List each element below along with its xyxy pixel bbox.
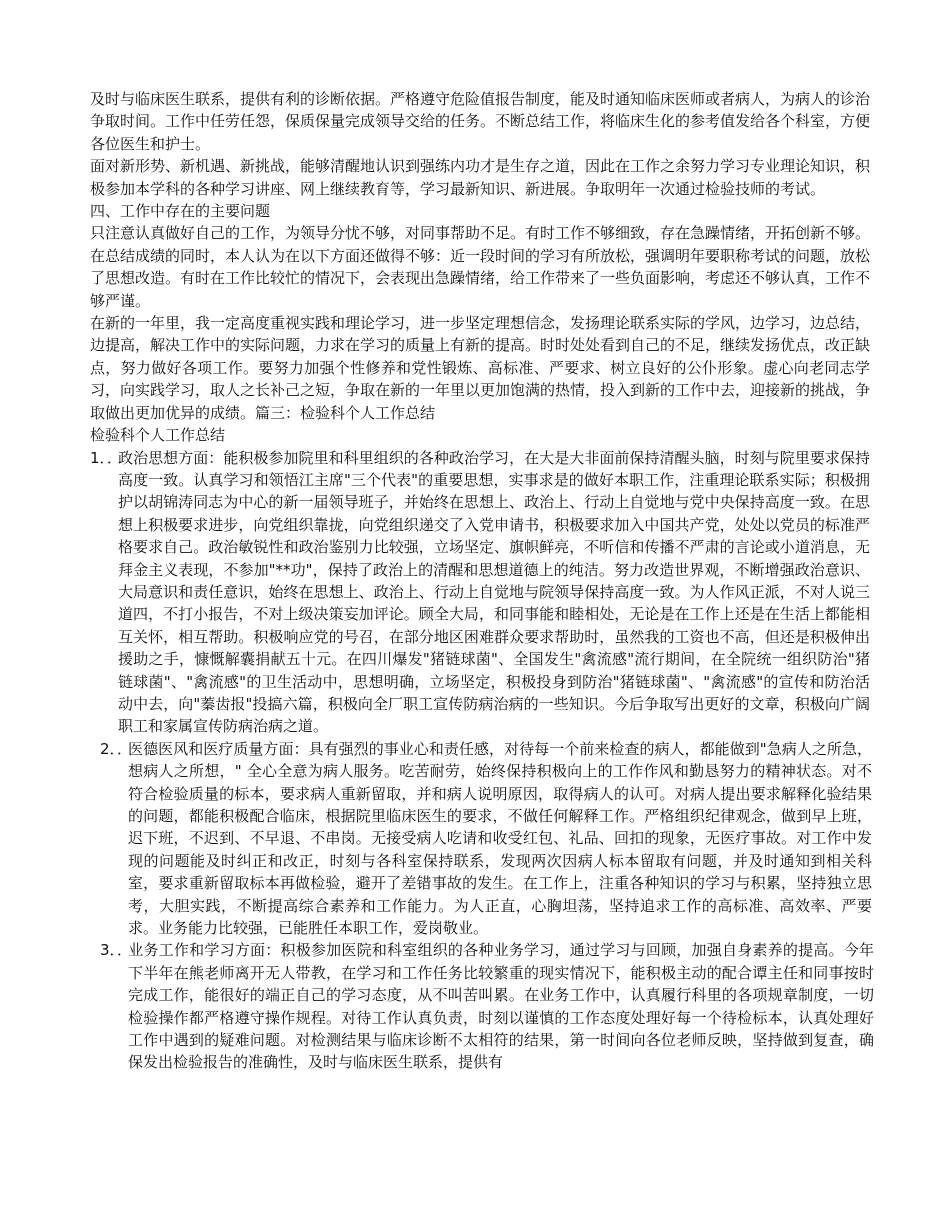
list-item-number: 2．．	[100, 739, 133, 758]
list-item-politics	[90, 447, 870, 738]
paragraph-problems: 只注意认真做好自己的工作，为领导分忧不够，对同事帮助不足。有时工作不够细致，存在急躁情绪，开拓创新不够。在总结成绩的同时，本人认为在以下方面还做得不够：近一段时间的学习有所放松，强调明年要职称考试的问题，放松了思想改造。有时在工作比较忙的情况下，会表现出急躁情绪，给工作带来了一些负面影响，考虑还不够认真，工作不够严谨。	[90, 224, 871, 310]
list-item-medical-ethics	[90, 738, 872, 940]
paragraph-diagnosis-reporting: 及时与临床医生联系，提供有利的诊断依据。严格遵守危险值报告制度，能及时通知临床医师或者病人，为病人的诊治争取时间。工作中任劳任怨，保质保量完成领导交给的任务。不断总结工作，将临床生化的参考值发给各个科室，方便各位医生和护士。	[90, 90, 871, 153]
list-item-work-study	[90, 939, 874, 1073]
list-item-text: 业务工作和学习方面：积极参加医院和科室组织的各种业务学习，通过学习与回顾，加强自身素养的提高。今年下半年在熊老师离开无人带教，在学习和工作任务比较繁重的现实情况下，能积极主动的配合谭主任和同事按时完成工作，能很好的端正自己的学习态度，从不叫苦叫累。在业务工作中，认真履行科里的各项规章制度，一切检验操作都严格遵守操作规程。对待工作认真负责，时刻以谨慎的工作态度处理好每一个待检标本，认真处理好工作中遇到的疑难问题。对检测结果与临床诊断不太相符的结果，第一时间向各位老师反映，坚持做到复查，确保发出检验报告的准确性，及时与临床医生联系，提供有	[128, 941, 874, 1072]
list-item-number: 1．．	[90, 448, 123, 467]
summary-title: 检验科个人工作总结	[90, 426, 226, 445]
paragraph-new-year-plan: 在新的一年里，我一定高度重视实践和理论学习，进一步坚定理想信念，发扬理论联系实际的学风，边学习，边总结，边提高，解决工作中的实际问题，力求在学习的质量上有新的提高。时时处处看到自己的不足，继续发扬优点，改正缺点，努力做好各项工作。要努力加强个性修养和党性锻炼、高标准、严要求、树立良好的公仆形象。虚心向老同志学习，向实践学习，取人之长补己之短，争取在新的一年里以更加饱满的热情，投入到新的工作中去，迎接新的挑战，争取做出更加优异的成绩。篇三：检验科个人工作总结	[90, 314, 871, 422]
summary-list	[90, 447, 874, 1074]
paragraph-study-plan: 面对新形势、新机遇、新挑战，能够清醒地认识到强练内功才是生存之道，因此在工作之余努力学习专业理论知识，积极参加本学科的各种学习讲座、网上继续教育等，学习最新知识、新进展。争取明年一次通过检验技师的考试。	[90, 157, 871, 198]
list-item-text: 医德医风和医疗质量方面：具有强烈的事业心和责任感，对待每一个前来检查的病人，都能做到"急病人之所急，想病人之所想，" 全心全意为病人服务。吃苦耐劳，始终保持积极向上的工作作风和勤恳努力的精神状态。对不符合检验质量的标本，要求病人重新留取，并和病人说明原因，取得病人的认可。对病人提出要求解释化验结果的问题，都能积极配合临床，根据院里临床医生的要求，不做任何解释工作。严格组织纪律观念，做到早上班，迟下班，不迟到、不早退、不串岗。无接受病人吃请和收受红包、礼品、回扣的现象，无医疗事故。对工作中发现的问题能及时纠正和改正，时刻与各科室保持联系，发现两次因病人标本留取有问题，并及时通知到相关科室，要求重新留取标本再做检验，避开了差错事故的发生。在工作上，注重各种知识的学习与积累，坚持独立思考，大胆实践，不断提高综合素养和工作能力。为人正直，心胸坦荡，坚持追求工作的高标准、高效率、严要求。业务能力比较强，已能胜任本职工作，爱岗敬业。	[128, 739, 872, 938]
list-item-number: 3．．	[100, 941, 133, 960]
list-item-text: 政治思想方面：能积极参加院里和科里组织的各种政治学习，在大是大非面前保持清醒头脑，时刻与院里要求保持高度一致。认真学习和领悟江主席"三个代表"的重要思想，实事求是的做好本职工作，注重理论联系实际；积极拥护以胡锦涛同志为中心的新一届领导班子，并始终在思想上、政治上、行动上自觉地与党中央保持高度一致。在思想上积极要求进步，向党组织靠拢，向党组织递交了入党申请书，积极要求加入中国共产党，处处以党员的标准严格要求自己。政治敏锐性和政治鉴别力比较强，立场坚定、旗帜鲜亮，不听信和传播不严肃的言论或小道消息，无拜金主义表现，不参加"**功"，保持了政治上的清醒和思想道德上的纯洁。努力改造世界观，不断增强政治意识、大局意识和责任意识，始终在思想上、政治上、行动上自觉地与院领导保持高度一致。为人作风正派，不对人说三道四，不打小报告，不对上级决策妄加评论。顾全大局，和同事能和睦相处，无论是在工作上还是在生活上都能相互关怀，相互帮助。积极响应党的号召，在部分地区困难群众要求帮助时，虽然我的工资也不高，但还是积极伸出援助之手，慷慨解囊捐献五十元。在四川爆发"猪链球菌"、全国发生"禽流感"流行期间，在全院统一组织防治"猪链球菌"、"禽流感"的卫生活动中，思想明确，立场坚定，积极投身到防治"猪链球菌"、"禽流感"的宣传和防治活动中去，向"蓁齿报"投搞六篇，积极向全厂职工宣传防病治病的一些知识。今后争取写出更好的文章，积极向广阔职工和家属宣传防病治病之道。	[118, 448, 870, 736]
section-four-heading: 四、工作中存在的主要问题	[90, 202, 271, 221]
